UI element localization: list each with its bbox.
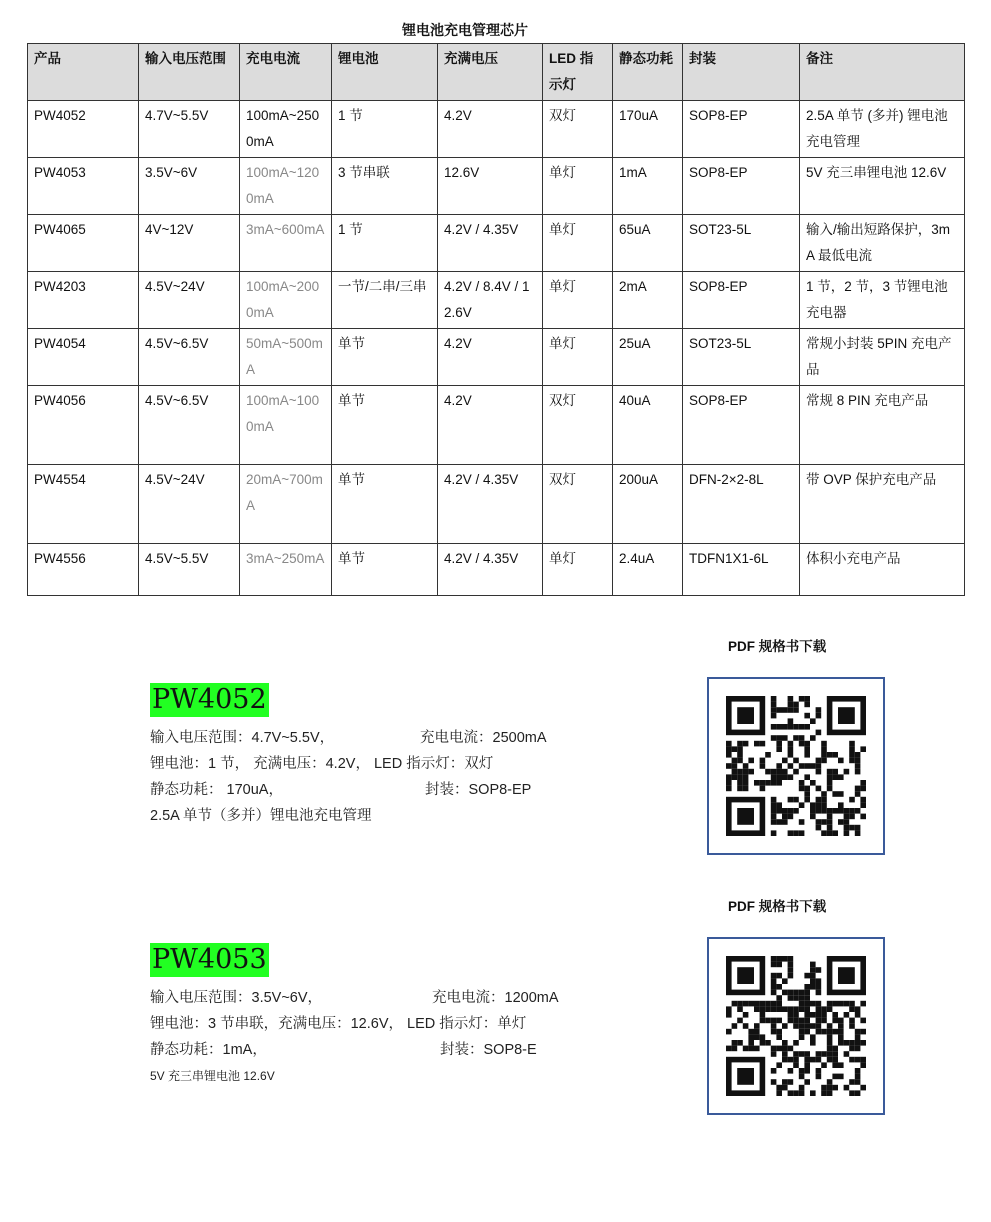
table-cell: 4.5V~5.5V	[139, 544, 240, 596]
table-cell: 单节	[332, 544, 438, 596]
table-row	[28, 329, 965, 386]
table-row	[28, 101, 965, 158]
info-line	[150, 725, 695, 751]
table-cell: 4.2V / 4.35V	[438, 215, 543, 272]
pdf-download-label[interactable]: PDF 规格书下载	[728, 639, 827, 654]
info-text: 5V 充三串锂电池 12.6V	[150, 1069, 275, 1083]
table-cell: 3.5V~6V	[139, 158, 240, 215]
table-cell: 4.5V~6.5V	[139, 329, 240, 386]
info-line	[150, 803, 695, 829]
table-cell: 100mA~2000mA	[240, 272, 332, 329]
table-cell: PW4554	[28, 465, 139, 544]
info-text: 静态功耗：1mA，	[150, 1042, 267, 1058]
info-text: 输入电压范围：4.7V~5.5V，	[150, 730, 335, 746]
table-row	[28, 272, 965, 329]
table-cell: 100mA~2500mA	[240, 101, 332, 158]
chip-table	[27, 43, 965, 596]
info-line	[150, 985, 695, 1011]
table-cell: 4V~12V	[139, 215, 240, 272]
table-cell: 单节	[332, 386, 438, 465]
table-cell: 4.2V	[438, 386, 543, 465]
info-text: 封装：SOP8-E	[440, 1042, 537, 1058]
table-cell: 3 节串联	[332, 158, 438, 215]
table-cell: PW4203	[28, 272, 139, 329]
table-cell: 1 节	[332, 215, 438, 272]
table-cell: 单节	[332, 465, 438, 544]
table-cell: PW4054	[28, 329, 139, 386]
table-cell: 200uA	[613, 465, 683, 544]
info-line	[150, 1037, 695, 1063]
table-cell: SOP8-EP	[683, 272, 800, 329]
table-cell: 4.5V~6.5V	[139, 386, 240, 465]
table-cell: 3mA~250mA	[240, 544, 332, 596]
info-text: 充电电流：2500mA	[420, 730, 547, 746]
info-line	[150, 751, 695, 777]
product-section	[0, 898, 991, 1158]
table-cell: 4.2V / 4.35V	[438, 544, 543, 596]
table-cell: SOT23-5L	[683, 329, 800, 386]
table-cell: 双灯	[543, 101, 613, 158]
product-list	[0, 638, 991, 1158]
column-header: 充满电压	[438, 44, 543, 101]
table-cell: 体积小充电产品	[800, 544, 965, 596]
column-header: 静态功耗	[613, 44, 683, 101]
table-cell: 单灯	[543, 329, 613, 386]
info-text: 2.5A 单节（多并）锂电池充电管理	[150, 808, 372, 824]
table-cell: 100mA~1000mA	[240, 386, 332, 465]
table-cell: 带 OVP 保护充电产品	[800, 465, 965, 544]
header-row	[28, 44, 965, 101]
table-cell: 单灯	[543, 158, 613, 215]
product-info	[150, 985, 695, 1089]
qr-code-icon[interactable]	[707, 937, 885, 1115]
column-header: 封装	[683, 44, 800, 101]
table-cell: SOP8-EP	[683, 386, 800, 465]
info-text: 静态功耗： 170uA，	[150, 782, 283, 798]
table-cell: 12.6V	[438, 158, 543, 215]
table-cell: 4.5V~24V	[139, 465, 240, 544]
table-cell: 100mA~1200mA	[240, 158, 332, 215]
table-cell: TDFN1X1-6L	[683, 544, 800, 596]
table-cell: PW4052	[28, 101, 139, 158]
qr-code-icon[interactable]	[707, 677, 885, 855]
table-cell: PW4053	[28, 158, 139, 215]
product-name: PW4052	[152, 684, 267, 715]
info-line	[150, 1063, 695, 1089]
table-row	[28, 215, 965, 272]
table-cell: 1mA	[613, 158, 683, 215]
info-line	[150, 1011, 695, 1037]
table-cell: 4.2V / 8.4V / 12.6V	[438, 272, 543, 329]
table-row	[28, 465, 965, 544]
table-cell: 170uA	[613, 101, 683, 158]
table-cell: 1 节，2 节，3 节锂电池充电器	[800, 272, 965, 329]
table-cell: 单节	[332, 329, 438, 386]
column-header: 输入电压范围	[139, 44, 240, 101]
page-title: 锂电池充电管理芯片	[402, 22, 528, 38]
table-cell: SOT23-5L	[683, 215, 800, 272]
table-row	[28, 544, 965, 596]
table-cell: 单灯	[543, 272, 613, 329]
info-text: 封装：SOP8-EP	[425, 782, 532, 798]
table-cell: 20mA~700mA	[240, 465, 332, 544]
product-section	[0, 638, 991, 898]
table-cell: SOP8-EP	[683, 101, 800, 158]
table-cell: 双灯	[543, 465, 613, 544]
table-cell: 一节/二串/三串	[332, 272, 438, 329]
table-cell: SOP8-EP	[683, 158, 800, 215]
table-cell: 4.7V~5.5V	[139, 101, 240, 158]
product-info	[150, 725, 695, 829]
table-cell: 2.4uA	[613, 544, 683, 596]
table-cell: 1 节	[332, 101, 438, 158]
info-text: 锂电池：1 节， 充满电压：4.2V， LED 指示灯：双灯	[150, 756, 494, 772]
table-cell: PW4065	[28, 215, 139, 272]
table-cell: 65uA	[613, 215, 683, 272]
table-cell: 5V 充三串锂电池 12.6V	[800, 158, 965, 215]
table-cell: 输入/输出短路保护，3mA 最低电流	[800, 215, 965, 272]
table-row	[28, 158, 965, 215]
table-cell: 单灯	[543, 215, 613, 272]
product-name: PW4053	[152, 944, 267, 975]
info-text: 充电电流：1200mA	[432, 990, 559, 1006]
table-cell: PW4556	[28, 544, 139, 596]
info-text: 锂电池：3 节串联，充满电压：12.6V， LED 指示灯：单灯	[150, 1016, 527, 1032]
table-cell: 4.2V	[438, 329, 543, 386]
table-cell: 2mA	[613, 272, 683, 329]
info-line	[150, 777, 695, 803]
column-header: 产品	[28, 44, 139, 101]
table-cell: 3mA~600mA	[240, 215, 332, 272]
table-cell: 常规小封装 5PIN 充电产品	[800, 329, 965, 386]
column-header: 备注	[800, 44, 965, 101]
table-cell: 25uA	[613, 329, 683, 386]
table-cell: 双灯	[543, 386, 613, 465]
column-header: 锂电池	[332, 44, 438, 101]
table-cell: 40uA	[613, 386, 683, 465]
table-cell: DFN-2×2-8L	[683, 465, 800, 544]
column-header: LED 指示灯	[543, 44, 613, 101]
table-cell: PW4056	[28, 386, 139, 465]
pdf-download-label[interactable]: PDF 规格书下载	[728, 899, 827, 914]
table-cell: 常规 8 PIN 充电产品	[800, 386, 965, 465]
table-cell: 2.5A 单节 (多并) 锂电池充电管理	[800, 101, 965, 158]
table-cell: 50mA~500mA	[240, 329, 332, 386]
column-header: 充电电流	[240, 44, 332, 101]
table-cell: 4.2V	[438, 101, 543, 158]
table-cell: 4.2V / 4.35V	[438, 465, 543, 544]
info-text: 输入电压范围：3.5V~6V，	[150, 990, 323, 1006]
table-cell: 4.5V~24V	[139, 272, 240, 329]
table-cell: 单灯	[543, 544, 613, 596]
table-row	[28, 386, 965, 465]
